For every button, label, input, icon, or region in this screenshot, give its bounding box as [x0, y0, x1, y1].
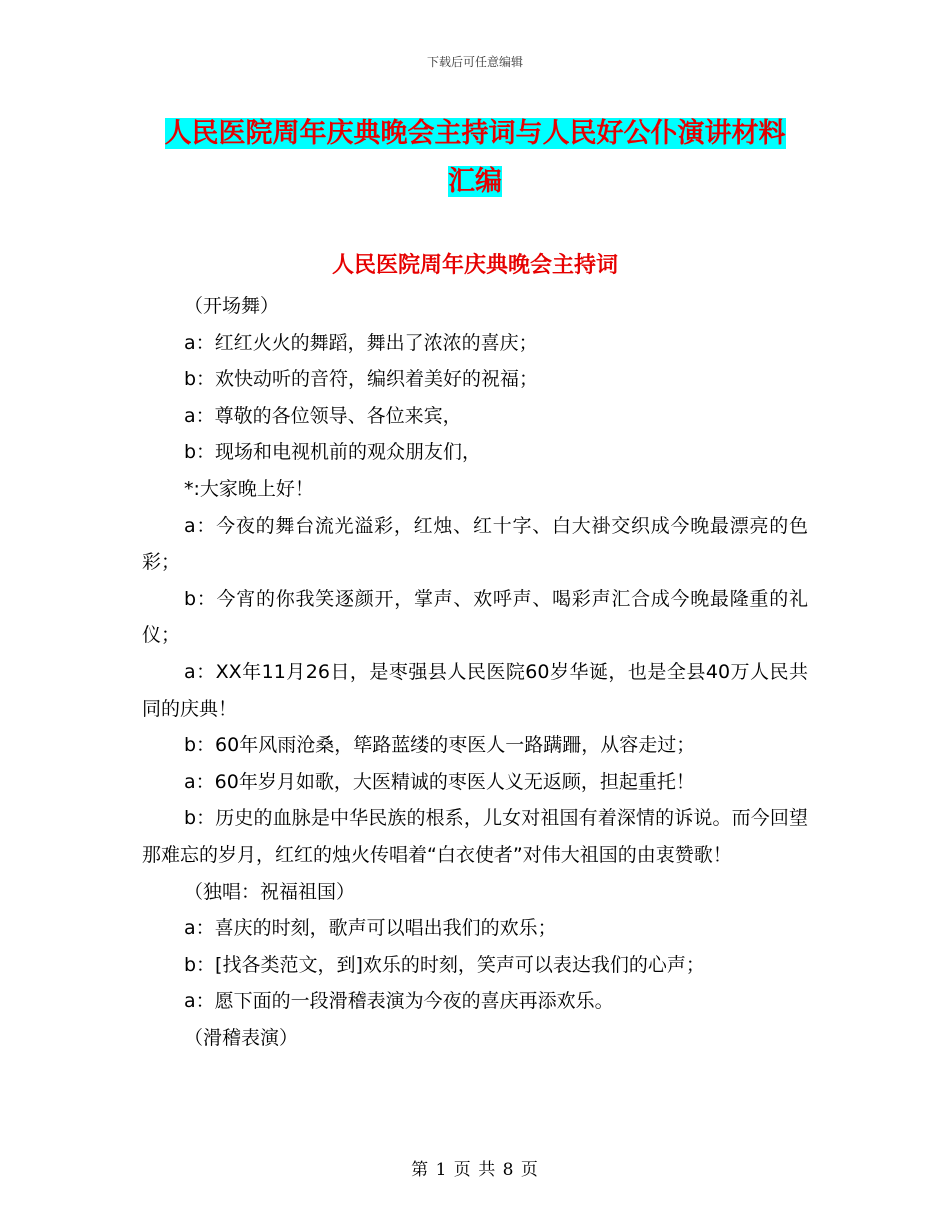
page-number-footer: 第 1 页 共 8 页 [411, 1160, 539, 1180]
paragraph: b：现场和电视机前的观众朋友们， [184, 441, 482, 464]
paragraph: a：愿下面的一段滑稽表演为今夜的喜庆再添欢乐。 [184, 990, 614, 1013]
paragraph: a：尊敬的各位领导、各位来宾， [184, 404, 462, 427]
paragraph: b：欢快动听的音符，编织着美好的祝福； [184, 368, 539, 391]
paragraph: b：[找各类范文，到]欢乐的时刻，笑声可以表达我们的心声； [184, 953, 705, 976]
paragraph: b：今宵的你我笑逐颜开，掌声、欢呼声、喝彩声汇合成今晚最隆重的礼仪； [142, 587, 808, 647]
paragraph: a：红红火火的舞蹈，舞出了浓浓的喜庆； [184, 331, 538, 354]
page-header-note: 下载后可任意编辑 [426, 55, 523, 69]
paragraph: （开场舞） [184, 295, 280, 317]
paragraph: b：60年风雨沧桑，筚路蓝缕的枣医人一路蹒跚，从容走过； [184, 734, 696, 757]
document-title-line-1: 人民医院周年庆典晚会主持词与人民好公仆演讲材料 [164, 118, 786, 149]
paragraph: （滑稽表演） [184, 1026, 299, 1049]
paragraph: a：喜庆的时刻，歌声可以唱出我们的欢乐； [184, 917, 557, 940]
paragraph: b：历史的血脉是中华民族的根系，儿女对祖国有着深情的诉说。而今回望那难忘的岁月，红红的烛火传唱着“白衣使者”对伟大祖国的由衷赞歌！ [142, 807, 808, 866]
document-title-line-2: 汇编 [448, 166, 502, 197]
paragraph: （独唱：祝福祖国） [184, 880, 356, 903]
paragraph: a：今夜的舞台流光溢彩，红烛、红十字、白大褂交织成今晚最漂亮的色彩； [142, 514, 808, 574]
section-title: 人民医院周年庆典晚会主持词 [331, 253, 618, 278]
paragraph: a：60年岁月如歌，大医精诚的枣医人义无返顾，担起重托！ [184, 770, 695, 793]
document-title [140, 110, 810, 206]
paragraph: a：XX年11月26日，是枣强县人民医院60岁华诞，也是全县40万人民共同的庆典！ [142, 660, 808, 720]
document-body [142, 288, 808, 1056]
paragraph: *:大家晚上好！ [184, 477, 314, 500]
